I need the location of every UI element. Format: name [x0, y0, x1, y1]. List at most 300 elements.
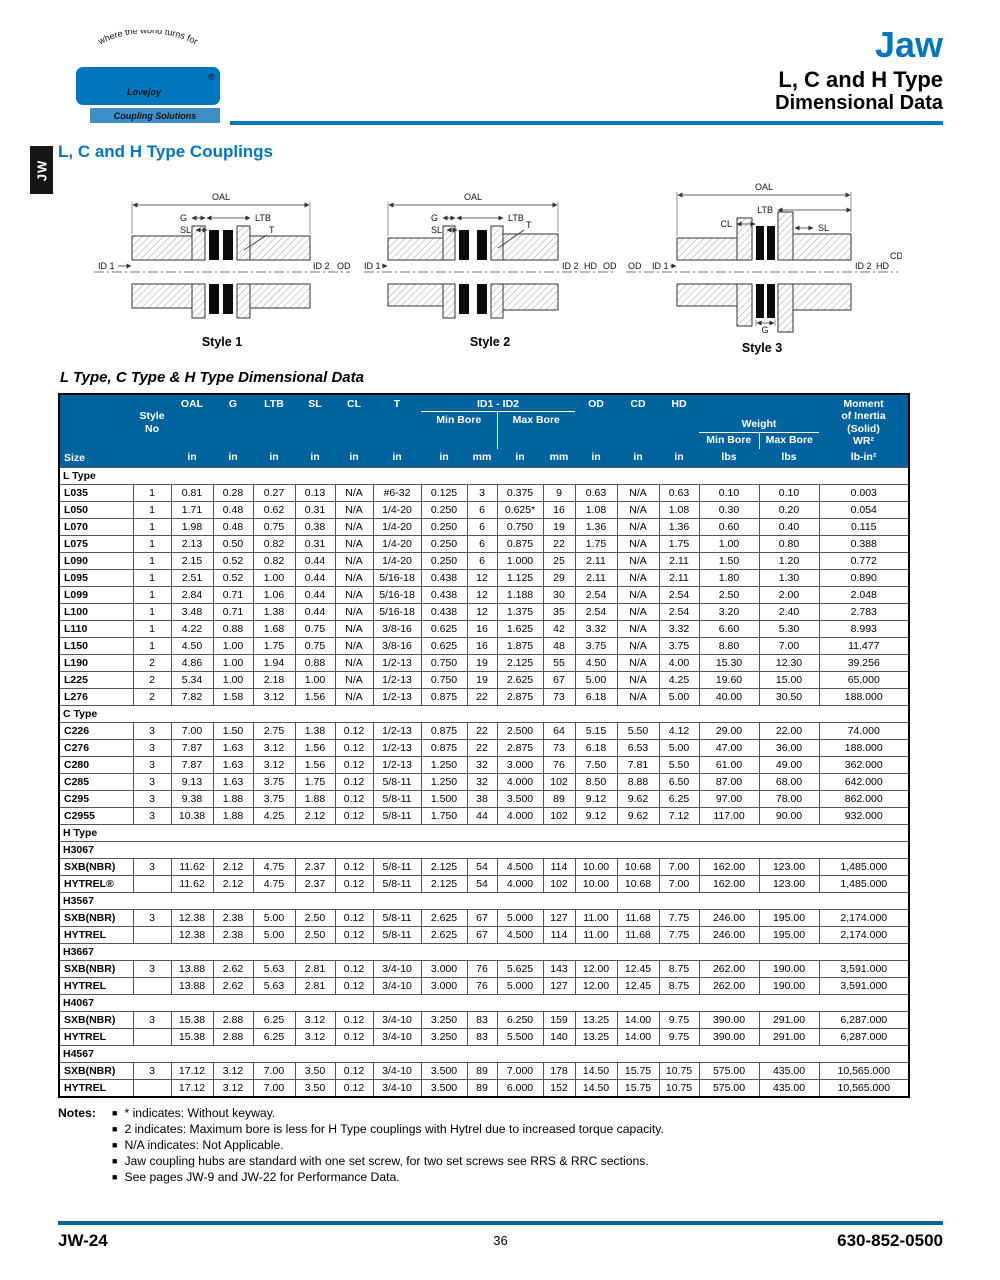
dimension-lines	[628, 182, 902, 334]
cell-max-bore-mm: 67	[543, 671, 575, 688]
cell-oal: 2.84	[171, 586, 213, 603]
cell-sl: 2.37	[295, 875, 335, 892]
cell-style-no: 3	[133, 858, 171, 875]
cell-style-no: 1	[133, 484, 171, 501]
col-header-cd: CD	[617, 394, 659, 449]
cell-sl: 3.50	[295, 1062, 335, 1079]
cell-t: 3/4-10	[373, 1011, 421, 1028]
cell-cl: 0.12	[335, 1062, 373, 1079]
col-header-hd: HD	[659, 394, 699, 449]
cell-size: L190	[59, 654, 133, 671]
cell-moment-of-inertia: 0.890	[819, 569, 909, 586]
dimensional-data-table	[58, 393, 910, 1098]
row-l110	[59, 620, 909, 637]
cell-cd: N/A	[617, 552, 659, 569]
cell-min-bore-in: 0.750	[421, 654, 467, 671]
cell-sl: 1.38	[295, 722, 335, 739]
cell-min-bore-mm: 89	[467, 1079, 497, 1097]
cell-size: HYTREL	[59, 926, 133, 943]
cell-weight-min-bore: 6.60	[699, 620, 759, 637]
cell-ltb: 3.12	[253, 756, 295, 773]
cell-od: 5.15	[575, 722, 617, 739]
cell-od: 5.00	[575, 671, 617, 688]
note-item	[112, 1106, 664, 1121]
style-1-drawing	[86, 172, 358, 328]
cell-cd: N/A	[617, 501, 659, 518]
cell-weight-max-bore: 5.30	[759, 620, 819, 637]
style-3-diagram	[622, 172, 902, 355]
cell-ltb: 4.25	[253, 807, 295, 824]
cell-cd: N/A	[617, 586, 659, 603]
cell-size: L075	[59, 535, 133, 552]
cell-oal: 1.98	[171, 518, 213, 535]
section-row-h3067	[59, 841, 909, 858]
cell-t: 5/16-18	[373, 586, 421, 603]
cell-weight-min-bore: 1.00	[699, 535, 759, 552]
cell-cd: 7.81	[617, 756, 659, 773]
cell-max-bore-mm: 127	[543, 909, 575, 926]
cell-sl: 3.12	[295, 1011, 335, 1028]
cell-sl: 0.75	[295, 620, 335, 637]
cell-min-bore-in: 1.250	[421, 773, 467, 790]
cell-moment-of-inertia: 65.000	[819, 671, 909, 688]
row-c285	[59, 773, 909, 790]
cell-od: 12.00	[575, 977, 617, 994]
cell-hd: 4.25	[659, 671, 699, 688]
cell-oal: 9.13	[171, 773, 213, 790]
cell-moment-of-inertia: 3,591.000	[819, 977, 909, 994]
cell-hd: 10.75	[659, 1062, 699, 1079]
moment-line1: Moment	[843, 398, 884, 410]
note-text: See pages JW-9 and JW-22 for Performance Data.	[124, 1169, 400, 1184]
header-rule	[230, 121, 943, 125]
cell-max-bore-mm: 25	[543, 552, 575, 569]
section-row-h4067	[59, 994, 909, 1011]
cell-max-bore-in: 1.125	[497, 569, 543, 586]
cell-max-bore-mm: 64	[543, 722, 575, 739]
cell-cd: N/A	[617, 569, 659, 586]
cell-g: 1.58	[213, 688, 253, 705]
cell-od: 10.00	[575, 858, 617, 875]
cell-max-bore-in: 0.375	[497, 484, 543, 501]
cell-t: 1/4-20	[373, 552, 421, 569]
cell-oal: 12.38	[171, 909, 213, 926]
dim-label-oal: OAL	[463, 192, 483, 202]
col-header-weight: Weight	[699, 394, 819, 433]
row-sxb-nbr-	[59, 1011, 909, 1028]
cell-t: 5/8-11	[373, 858, 421, 875]
cell-cd: 10.68	[617, 875, 659, 892]
cell-t: 1/2-13	[373, 671, 421, 688]
cell-weight-max-bore: 435.00	[759, 1079, 819, 1097]
masthead-subtitle-1: L, C and H Type	[778, 66, 943, 92]
cell-oal: 5.34	[171, 671, 213, 688]
cell-max-bore-mm: 29	[543, 569, 575, 586]
cell-size: C276	[59, 739, 133, 756]
cell-oal: 13.88	[171, 960, 213, 977]
unit-cl: in	[335, 449, 373, 468]
cell-t: 3/8-16	[373, 620, 421, 637]
cell-moment-of-inertia: 10,565.000	[819, 1062, 909, 1079]
dim-label-cl: CL	[720, 219, 732, 229]
col-header-style-no	[133, 394, 171, 467]
cell-moment-of-inertia: 188.000	[819, 739, 909, 756]
dim-label-ltb: LTB	[255, 213, 271, 223]
cell-min-bore-mm: 76	[467, 977, 497, 994]
cell-max-bore-mm: 76	[543, 756, 575, 773]
cell-oal: 10.38	[171, 807, 213, 824]
cell-weight-min-bore: 87.00	[699, 773, 759, 790]
cell-oal: 7.87	[171, 756, 213, 773]
cell-ltb: 6.25	[253, 1011, 295, 1028]
cell-weight-max-bore: 190.00	[759, 960, 819, 977]
cell-cl: 0.12	[335, 926, 373, 943]
cell-min-bore-in: 0.625	[421, 620, 467, 637]
dim-label-g: G	[761, 325, 769, 334]
cell-od: 13.25	[575, 1011, 617, 1028]
section-label: H3067	[59, 841, 909, 858]
coupling-cross-section	[94, 226, 350, 318]
cell-hd: 2.11	[659, 552, 699, 569]
cell-min-bore-mm: 32	[467, 773, 497, 790]
style-3-drawing	[622, 172, 902, 334]
cell-max-bore-mm: 102	[543, 875, 575, 892]
cell-min-bore-in: 0.875	[421, 739, 467, 756]
cell-cd: 15.75	[617, 1079, 659, 1097]
cell-max-bore-in: 1.625	[497, 620, 543, 637]
cell-max-bore-in: 4.000	[497, 773, 543, 790]
cell-od: 6.18	[575, 739, 617, 756]
style-1-diagram	[86, 172, 358, 355]
cell-weight-max-bore: 291.00	[759, 1028, 819, 1045]
cell-hd: 5.00	[659, 739, 699, 756]
cell-g: 0.71	[213, 586, 253, 603]
cell-max-bore-mm: 102	[543, 773, 575, 790]
col-header-weight-max-bore: Max Bore	[759, 433, 819, 449]
cell-style-no: 3	[133, 739, 171, 756]
lovejoy-logo-graphic	[62, 30, 234, 128]
col-header-g: G	[213, 394, 253, 449]
cell-weight-min-bore: 246.00	[699, 926, 759, 943]
cell-max-bore-in: 1.188	[497, 586, 543, 603]
cell-hd: 10.75	[659, 1079, 699, 1097]
cell-min-bore-in: 3.000	[421, 977, 467, 994]
cell-cl: N/A	[335, 654, 373, 671]
dim-label-hd: HD	[876, 261, 889, 271]
page-title: L, C and H Type Couplings	[58, 142, 274, 161]
section-label: H Type	[59, 824, 909, 841]
cell-cl: N/A	[335, 518, 373, 535]
cell-sl: 1.88	[295, 790, 335, 807]
cell-size: L225	[59, 671, 133, 688]
dim-label-cd: CD	[890, 251, 902, 261]
cell-moment-of-inertia: 362.000	[819, 756, 909, 773]
cell-cd: 14.00	[617, 1011, 659, 1028]
cell-cl: 0.12	[335, 790, 373, 807]
cell-max-bore-in: 2.125	[497, 654, 543, 671]
cell-t: 1/4-20	[373, 518, 421, 535]
cell-ltb: 0.75	[253, 518, 295, 535]
unit-max-bore-in: in	[497, 449, 543, 468]
cell-g: 1.88	[213, 790, 253, 807]
cell-max-bore-in: 0.875	[497, 535, 543, 552]
row-sxb-nbr-	[59, 960, 909, 977]
cell-weight-min-bore: 0.30	[699, 501, 759, 518]
cell-min-bore-mm: 54	[467, 858, 497, 875]
table-title: L Type, C Type & H Type Dimensional Data	[60, 369, 364, 386]
cell-weight-min-bore: 47.00	[699, 739, 759, 756]
section-label: H4567	[59, 1045, 909, 1062]
cell-hd: 6.25	[659, 790, 699, 807]
cell-weight-max-bore: 123.00	[759, 858, 819, 875]
cell-sl: 3.50	[295, 1079, 335, 1097]
dim-label-t: T	[269, 225, 275, 235]
cell-hd: 5.00	[659, 688, 699, 705]
cell-size: L276	[59, 688, 133, 705]
cell-cl: 0.12	[335, 1028, 373, 1045]
cell-moment-of-inertia: 188.000	[819, 688, 909, 705]
unit-cd: in	[617, 449, 659, 468]
cell-g: 2.62	[213, 977, 253, 994]
cell-max-bore-in: 5.500	[497, 1028, 543, 1045]
cell-cl: 0.12	[335, 1011, 373, 1028]
cell-max-bore-mm: 16	[543, 501, 575, 518]
note-item	[112, 1154, 664, 1169]
cell-cd: N/A	[617, 654, 659, 671]
cell-max-bore-mm: 178	[543, 1062, 575, 1079]
cell-g: 0.48	[213, 518, 253, 535]
section-label: L Type	[59, 467, 909, 484]
cell-weight-max-bore: 15.00	[759, 671, 819, 688]
cell-t: #6-32	[373, 484, 421, 501]
note-text: * indicates: Without keyway.	[124, 1105, 276, 1120]
cell-max-bore-in: 4.500	[497, 858, 543, 875]
cell-weight-max-bore: 0.80	[759, 535, 819, 552]
cell-max-bore-mm: 159	[543, 1011, 575, 1028]
cell-sl: 0.75	[295, 637, 335, 654]
footer-rule	[58, 1221, 943, 1225]
cell-style-no: 3	[133, 909, 171, 926]
cell-cl: N/A	[335, 688, 373, 705]
style-no-line2: No	[145, 423, 159, 436]
unit-weight-min-bore: lbs	[699, 449, 759, 468]
cell-cl: 0.12	[335, 1079, 373, 1097]
cell-min-bore-mm: 83	[467, 1011, 497, 1028]
cell-hd: 8.75	[659, 977, 699, 994]
cell-max-bore-in: 2.500	[497, 722, 543, 739]
cell-sl: 2.81	[295, 960, 335, 977]
cell-sl: 2.50	[295, 909, 335, 926]
cell-hd: 7.00	[659, 875, 699, 892]
dim-label-sl: SL	[430, 225, 442, 235]
cell-cd: 9.62	[617, 807, 659, 824]
cell-style-no: 3	[133, 1011, 171, 1028]
cell-max-bore-in: 5.000	[497, 977, 543, 994]
cell-min-bore-mm: 6	[467, 518, 497, 535]
cell-oal: 13.88	[171, 977, 213, 994]
cell-sl: 1.56	[295, 739, 335, 756]
cell-weight-min-bore: 97.00	[699, 790, 759, 807]
cell-g: 2.38	[213, 926, 253, 943]
cell-moment-of-inertia: 74.000	[819, 722, 909, 739]
cell-size: C2955	[59, 807, 133, 824]
cell-t: 1/4-20	[373, 501, 421, 518]
col-header-ltb: LTB	[253, 394, 295, 449]
cell-cd: 6.53	[617, 739, 659, 756]
cell-t: 5/8-11	[373, 807, 421, 824]
cell-min-bore-in: 2.625	[421, 909, 467, 926]
cell-weight-max-bore: 1.30	[759, 569, 819, 586]
cell-ltb: 0.82	[253, 552, 295, 569]
cell-min-bore-mm: 19	[467, 671, 497, 688]
cell-od: 2.54	[575, 586, 617, 603]
cell-sl: 1.56	[295, 756, 335, 773]
cell-max-bore-mm: 55	[543, 654, 575, 671]
bullet-square-icon: ■	[112, 1123, 118, 1134]
row-c226	[59, 722, 909, 739]
cell-oal: 11.62	[171, 858, 213, 875]
cell-min-bore-in: 1.750	[421, 807, 467, 824]
cell-max-bore-mm: 127	[543, 977, 575, 994]
cell-g: 2.38	[213, 909, 253, 926]
cell-g: 2.88	[213, 1028, 253, 1045]
dim-label-od: OD	[628, 261, 642, 271]
cell-cd: N/A	[617, 535, 659, 552]
cell-weight-min-bore: 0.10	[699, 484, 759, 501]
cell-ltb: 1.00	[253, 569, 295, 586]
row-hytrel	[59, 1028, 909, 1045]
cell-hd: 7.75	[659, 926, 699, 943]
cell-max-bore-in: 1.375	[497, 603, 543, 620]
cell-size: L099	[59, 586, 133, 603]
cell-max-bore-mm: 114	[543, 926, 575, 943]
row-l090	[59, 552, 909, 569]
cell-ltb: 1.06	[253, 586, 295, 603]
cell-g: 0.48	[213, 501, 253, 518]
cell-moment-of-inertia: 0.115	[819, 518, 909, 535]
cell-ltb: 1.68	[253, 620, 295, 637]
cell-sl: 0.38	[295, 518, 335, 535]
cell-max-bore-mm: 73	[543, 688, 575, 705]
cell-style-no: 1	[133, 501, 171, 518]
cell-weight-max-bore: 49.00	[759, 756, 819, 773]
table-header	[59, 394, 909, 467]
cell-cd: N/A	[617, 620, 659, 637]
cell-hd: 4.00	[659, 654, 699, 671]
cell-weight-min-bore: 29.00	[699, 722, 759, 739]
cell-cd: 8.88	[617, 773, 659, 790]
cell-cl: 0.12	[335, 977, 373, 994]
moment-line2: of Inertia	[841, 410, 886, 423]
cell-style-no: 2	[133, 654, 171, 671]
cell-sl: 0.44	[295, 603, 335, 620]
cell-moment-of-inertia: 0.003	[819, 484, 909, 501]
cell-od: 1.75	[575, 535, 617, 552]
cell-t: 3/4-10	[373, 1062, 421, 1079]
cell-max-bore-mm: 30	[543, 586, 575, 603]
cell-max-bore-in: 6.000	[497, 1079, 543, 1097]
cell-min-bore-in: 3.250	[421, 1028, 467, 1045]
dim-label-sl: SL	[818, 223, 830, 233]
cell-style-no: 3	[133, 960, 171, 977]
cell-ltb: 3.75	[253, 790, 295, 807]
cell-sl: 0.13	[295, 484, 335, 501]
cell-sl: 2.81	[295, 977, 335, 994]
cell-weight-max-bore: 0.10	[759, 484, 819, 501]
row-hytrel	[59, 1079, 909, 1097]
cell-od: 2.11	[575, 552, 617, 569]
cell-sl: 1.75	[295, 773, 335, 790]
cell-weight-min-bore: 1.50	[699, 552, 759, 569]
col-header-cl: CL	[335, 394, 373, 449]
cell-t: 5/8-11	[373, 909, 421, 926]
cell-t: 5/16-18	[373, 603, 421, 620]
cell-cl: N/A	[335, 535, 373, 552]
row-l225	[59, 671, 909, 688]
cell-oal: 9.38	[171, 790, 213, 807]
col-header-size: Size	[59, 394, 133, 467]
units-row	[59, 449, 909, 468]
cell-max-bore-mm: 9	[543, 484, 575, 501]
cell-weight-min-bore: 262.00	[699, 960, 759, 977]
unit-oal: in	[171, 449, 213, 468]
dim-label-id2: ID 2	[855, 261, 872, 271]
cell-weight-max-bore: 36.00	[759, 739, 819, 756]
cell-min-bore-mm: 54	[467, 875, 497, 892]
cell-g: 3.12	[213, 1079, 253, 1097]
cell-sl: 2.12	[295, 807, 335, 824]
cell-hd: 7.12	[659, 807, 699, 824]
row-l070	[59, 518, 909, 535]
cell-od: 1.08	[575, 501, 617, 518]
cell-max-bore-in: 0.625*	[497, 501, 543, 518]
cell-cl: 0.12	[335, 739, 373, 756]
cell-weight-max-bore: 30.50	[759, 688, 819, 705]
cell-moment-of-inertia: 0.054	[819, 501, 909, 518]
cell-weight-min-bore: 40.00	[699, 688, 759, 705]
cell-size: HYTREL	[59, 977, 133, 994]
cell-max-bore-in: 4.500	[497, 926, 543, 943]
cell-moment-of-inertia: 2,174.000	[819, 909, 909, 926]
cell-style-no	[133, 977, 171, 994]
cell-t: 3/4-10	[373, 1079, 421, 1097]
row-l075	[59, 535, 909, 552]
cell-moment-of-inertia: 6,287.000	[819, 1011, 909, 1028]
cell-max-bore-mm: 102	[543, 807, 575, 824]
cell-min-bore-mm: 12	[467, 603, 497, 620]
cell-min-bore-in: 0.250	[421, 552, 467, 569]
cell-t: 5/8-11	[373, 926, 421, 943]
page-content	[58, 142, 910, 1186]
cell-oal: 2.15	[171, 552, 213, 569]
cell-weight-min-bore: 0.60	[699, 518, 759, 535]
cell-max-bore-in: 4.000	[497, 807, 543, 824]
row-l150	[59, 637, 909, 654]
cell-max-bore-mm: 42	[543, 620, 575, 637]
cell-moment-of-inertia: 1,485.000	[819, 875, 909, 892]
cell-od: 2.54	[575, 603, 617, 620]
cell-t: 1/2-13	[373, 654, 421, 671]
col-header-id1-id2: ID1 - ID2	[421, 394, 575, 412]
cell-min-bore-mm: 6	[467, 535, 497, 552]
cell-style-no	[133, 1079, 171, 1097]
section-label: H4067	[59, 994, 909, 1011]
row-l035	[59, 484, 909, 501]
cell-min-bore-mm: 67	[467, 926, 497, 943]
cell-oal: 7.82	[171, 688, 213, 705]
unit-sl: in	[295, 449, 335, 468]
cell-hd: 2.11	[659, 569, 699, 586]
